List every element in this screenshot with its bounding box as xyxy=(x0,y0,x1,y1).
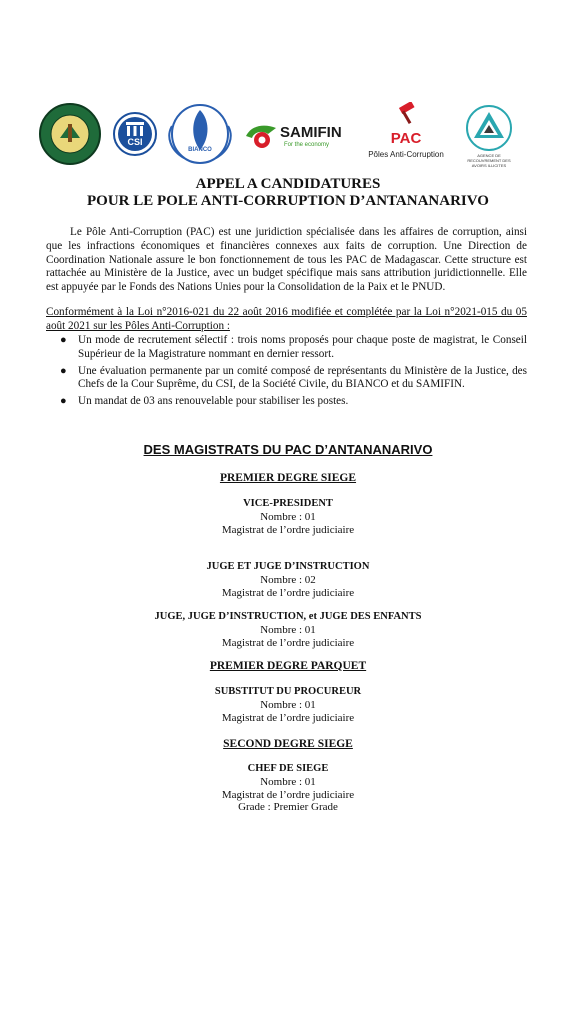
page-title-line2: POUR LE POLE ANTI-CORRUPTION D’ANTANANARIVO xyxy=(87,193,489,209)
list-item xyxy=(46,334,527,362)
position-type: Magistrat de l’ordre judiciaire xyxy=(221,711,355,724)
section-title xyxy=(0,660,576,673)
position-substitut xyxy=(0,686,576,724)
position-type: Magistrat de l’ordre judiciaire xyxy=(221,788,355,801)
position-juge-enfants xyxy=(0,611,576,649)
pac-logo xyxy=(360,102,452,168)
position-name: CHEF DE SIEGE xyxy=(247,763,329,774)
position-name: JUGE ET JUGE D’INSTRUCTION xyxy=(206,561,370,572)
position-name: VICE-PRESIDENT xyxy=(243,498,333,509)
section-title-text: PREMIER DEGRE PARQUET xyxy=(209,660,367,672)
section-title-text: SECOND DEGRE SIEGE xyxy=(223,738,353,750)
list-item-text: Une évaluation permanente par un comité composé de représentants du Ministère de la Justice, des Chefs de la Cour Suprême, du CSI, de la Société Civile, du BIANCO et du SAMIFIN. xyxy=(78,364,527,391)
page-title-line1: APPEL A CANDIDATURES xyxy=(195,176,381,192)
position-count: Nombre : 01 xyxy=(260,510,316,523)
samifin-tagline: For the economy xyxy=(284,142,330,148)
bianco-logo-text: BIANCO xyxy=(188,147,212,153)
section-title-text: PREMIER DEGRE SIEGE xyxy=(219,472,357,484)
csi-logo xyxy=(112,110,158,160)
arai-logo xyxy=(454,104,524,168)
list-item-text: Un mode de recrutement sélectif : trois noms proposés pour chaque poste de magistrat, le Conseil Supérieur de la Magistrature nommant en dernier ressort. xyxy=(78,334,527,360)
position-count: Nombre : 01 xyxy=(260,775,316,788)
samifin-logo xyxy=(244,120,356,156)
csi-logo-text: CSI xyxy=(127,137,143,147)
section-title xyxy=(0,738,576,751)
bullet-icon: ● xyxy=(60,364,67,377)
section-title xyxy=(0,472,576,485)
position-name: SUBSTITUT DU PROCUREUR xyxy=(214,686,362,697)
list-item-text: Un mandat de 03 ans renouvelable pour stabiliser les postes. xyxy=(78,395,349,408)
intro-paragraph: Le Pôle Anti-Corruption (PAC) est une juridiction spécialisée dans les affaires de corruption, ainsi que les infractions économiques et financières connexes aux faits de corruption. Une Direction de Coordination Nationale assure le bon fonctionnement de tous les PAC de Madagascar. Cette structure est rattachée au Ministère de la Justice, avec un budget spécifique mais sans attribution juridictionnelle. Elle est appuyée par le Fonds des Nations Unies pour la Consolidation de la Paix et le PNUD. xyxy=(46,226,527,294)
list-item xyxy=(46,395,527,409)
position-type: Magistrat de l’ordre judiciaire xyxy=(221,636,355,649)
position-name: JUGE, JUGE D’INSTRUCTION, et JUGE DES ENFANTS xyxy=(154,611,422,622)
bullet-icon: ● xyxy=(60,334,67,346)
logo-row xyxy=(0,100,576,170)
bullet-icon: ● xyxy=(60,395,67,408)
position-count: Nombre : 01 xyxy=(260,698,316,711)
pac-long: Pôles Anti-Corruption xyxy=(368,150,444,159)
position-vice-president xyxy=(0,498,576,536)
ministry-justice-seal-logo xyxy=(38,102,102,166)
arai-text: AGENCE DE RECOUVREMENT DES AVOIRS ILLICITES xyxy=(467,153,511,168)
position-count: Nombre : 01 xyxy=(260,623,316,636)
position-count: Nombre : 02 xyxy=(260,573,316,586)
bianco-logo xyxy=(164,102,236,166)
position-type: Magistrat de l’ordre judiciaire xyxy=(221,523,355,536)
pac-short: PAC xyxy=(390,130,422,147)
law-reference: Conformément à la Loi n°2016-021 du 22 août 2016 modifiée et complétée par la Loi n°2021-015 du 05 août 2021 sur les Pôles Anti-Corruption : xyxy=(46,306,527,332)
samifin-name: SAMIFIN xyxy=(280,124,342,141)
position-juge-instruction xyxy=(0,561,576,599)
position-grade: Grade : Premier Grade xyxy=(238,801,338,814)
list-item xyxy=(46,365,527,393)
position-type: Magistrat de l’ordre judiciaire xyxy=(221,586,355,599)
criteria-list xyxy=(46,334,527,412)
section-heading: DES MAGISTRATS DU PAC D’ANTANANARIVO xyxy=(143,442,433,457)
position-chef-siege xyxy=(0,763,576,814)
